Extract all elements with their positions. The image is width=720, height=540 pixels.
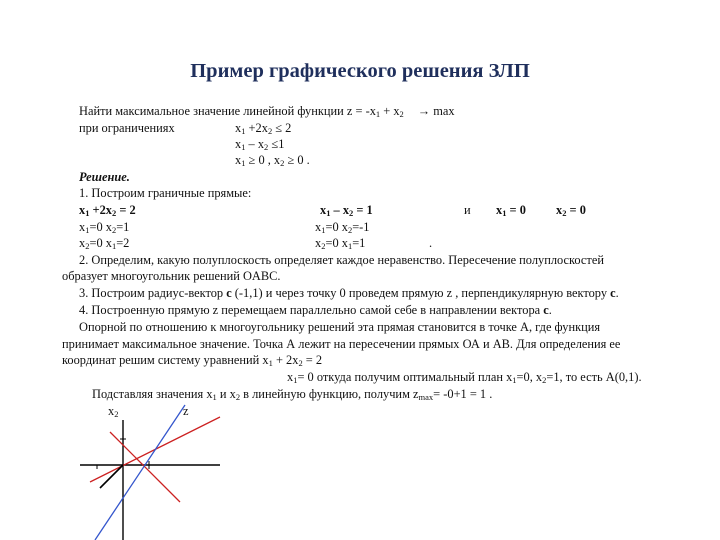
constraint-3: $x_1 \ge 0$ , $x_2 \ge 0$ . [235,153,310,168]
boundary-line-2: $x_1 - x_2 = 1$ [320,203,373,218]
step-2-line-2: образует многоугольник решений OABC. [62,269,281,283]
boundary-line-3: $x_1 = 0$ [496,203,526,218]
solution-graph [80,405,220,540]
graph-y-axis-label: $x_2$ [108,404,119,419]
task-constraints-label: при ограничениях [79,121,175,135]
page-title: Пример графического решения ЗЛП [190,60,530,82]
paragraph-5-line-1: Опорной по отношению к многоугольнику решений эта прямая становится в точке А, где функция [79,320,601,334]
boundary-line-4: $x_2 = 0$ [556,203,586,218]
boundary-line-1: $x_1 +2x_2 = 2$ [79,203,136,218]
task-objective: Найти максимальное значение линейной функции $z = -x_1 + x_2 \to \max$ [79,104,455,119]
paragraph-5-line-2: принимает максимальное значение. Точка А лежит на пересечении прямых ОА и АВ. Для определения ее [62,337,621,351]
points-period: . [429,236,433,250]
step-1: 1. Построим граничные прямые: [79,186,252,200]
constraint-1: $x_1 +2x_2 \le 2$ [235,121,292,136]
points-line-2-a: $x_1=0$ $x_2=-1$ [315,220,370,235]
points-line-1-b: $x_2=0$ $x_1=2$ [79,236,130,251]
step-2-line-1: 2. Определим, какую полуплоскость определяет каждое неравенство. Пересечение полуплоскостей [79,253,604,267]
graph-z-label: z [183,404,189,418]
points-line-2-b: $x_2=0$ $x_1=1$ [315,236,366,251]
solution-label: Решение. [79,170,130,184]
radius-vector-c [100,465,123,488]
step-3: 3. Построим радиус-вектор c (-1,1) и через точку 0 проведем прямую z , перпендикулярную вектору c. [79,286,619,300]
paragraph-5-line-3: координат решим систему уравнений $x_1 + 2x_2 = 2$ [62,353,323,368]
constraint-2: $x_1 - x_2 \le 1$ [235,137,285,152]
paragraph-7: Подставляя значения $x_1$ и $x_2$ в линейную функцию, получим $z_{max}= -0+1 = 1$ . [92,387,493,402]
and-word: и [464,203,471,217]
step-4: 4. Построенную прямую z перемещаем параллельно самой себе в направлении вектора c. [79,303,552,317]
paragraph-6: $x_1= 0$ откуда получим оптимальный план $x_1=0$, $x_2=1$, то есть А(0,1). [287,370,642,385]
points-line-1-a: $x_1=0$ $x_2=1$ [79,220,130,235]
